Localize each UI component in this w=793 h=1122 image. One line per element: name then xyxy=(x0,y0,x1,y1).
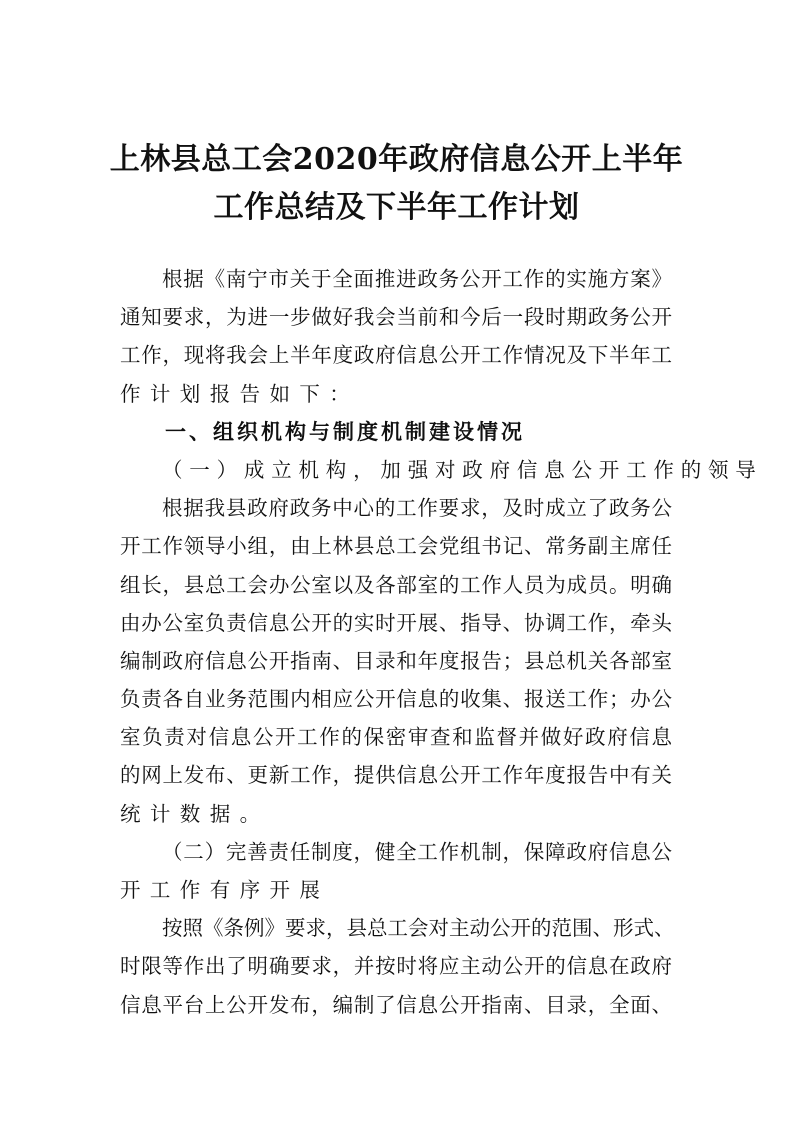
paragraph-line: 组长，县总工会办公室以及各部室的工作人员为成员。明确 xyxy=(120,572,672,597)
paragraph-line: 时限等作出了明确要求，并按时将应主动公开的信息在政府 xyxy=(120,954,672,979)
section-heading: 一、组织机构与制度机制建设情况 xyxy=(165,419,525,444)
paragraph-line: 编制政府信息公开指南、目录和年度报告；县总机关各部室 xyxy=(120,648,672,673)
intro-line: 根据《南宁市关于全面推进政务公开工作的实施方案》 xyxy=(162,267,672,291)
title-line: 工作总结及下半年工作计划 xyxy=(213,190,580,225)
subsection-heading: 开工作有序开展 xyxy=(120,878,330,902)
title-line: 上林县总工会2020年政府信息公开上半年 xyxy=(109,142,684,177)
paragraph-line: 统计数据。 xyxy=(120,801,270,826)
subsection-heading: （二）完善责任制度，健全工作机制，保障政府信息公 xyxy=(162,839,672,864)
paragraph-line: 的网上发布、更新工作，提供信息公开工作年度报告中有关 xyxy=(120,763,672,788)
paragraph-line: 负责各自业务范围内相应公开信息的收集、报送工作；办公 xyxy=(120,687,672,712)
paragraph-line: 根据我县政府政务中心的工作要求，及时成立了政务公 xyxy=(162,496,672,521)
intro-line: 工作，现将我会上半年度政府信息公开工作情况及下半年工 xyxy=(120,343,672,368)
paragraph-line: 室负责对信息公开工作的保密审查和监督并做好政府信息 xyxy=(120,725,672,750)
intro-line: 作计划报告如下： xyxy=(120,381,360,406)
intro-line: 通知要求，为进一步做好我会当前和今后一段时期政务公开 xyxy=(120,305,672,330)
paragraph-line: 按照《条例》要求，县总工会对主动公开的范围、形式、 xyxy=(162,916,675,941)
document-title xyxy=(100,136,693,232)
document-body xyxy=(120,260,763,1024)
subsection-heading: （一）成立机构，加强对政府信息公开工作的领导 xyxy=(162,457,763,482)
paragraph-line: 信息平台上公开发布，编制了信息公开指南、目录，全面、 xyxy=(120,992,672,1017)
paragraph-line: 由办公室负责信息公开的实时开展、指导、协调工作，牵头 xyxy=(120,610,672,635)
paragraph-line: 开工作领导小组，由上林县总工会党组书记、常务副主席任 xyxy=(120,534,672,559)
